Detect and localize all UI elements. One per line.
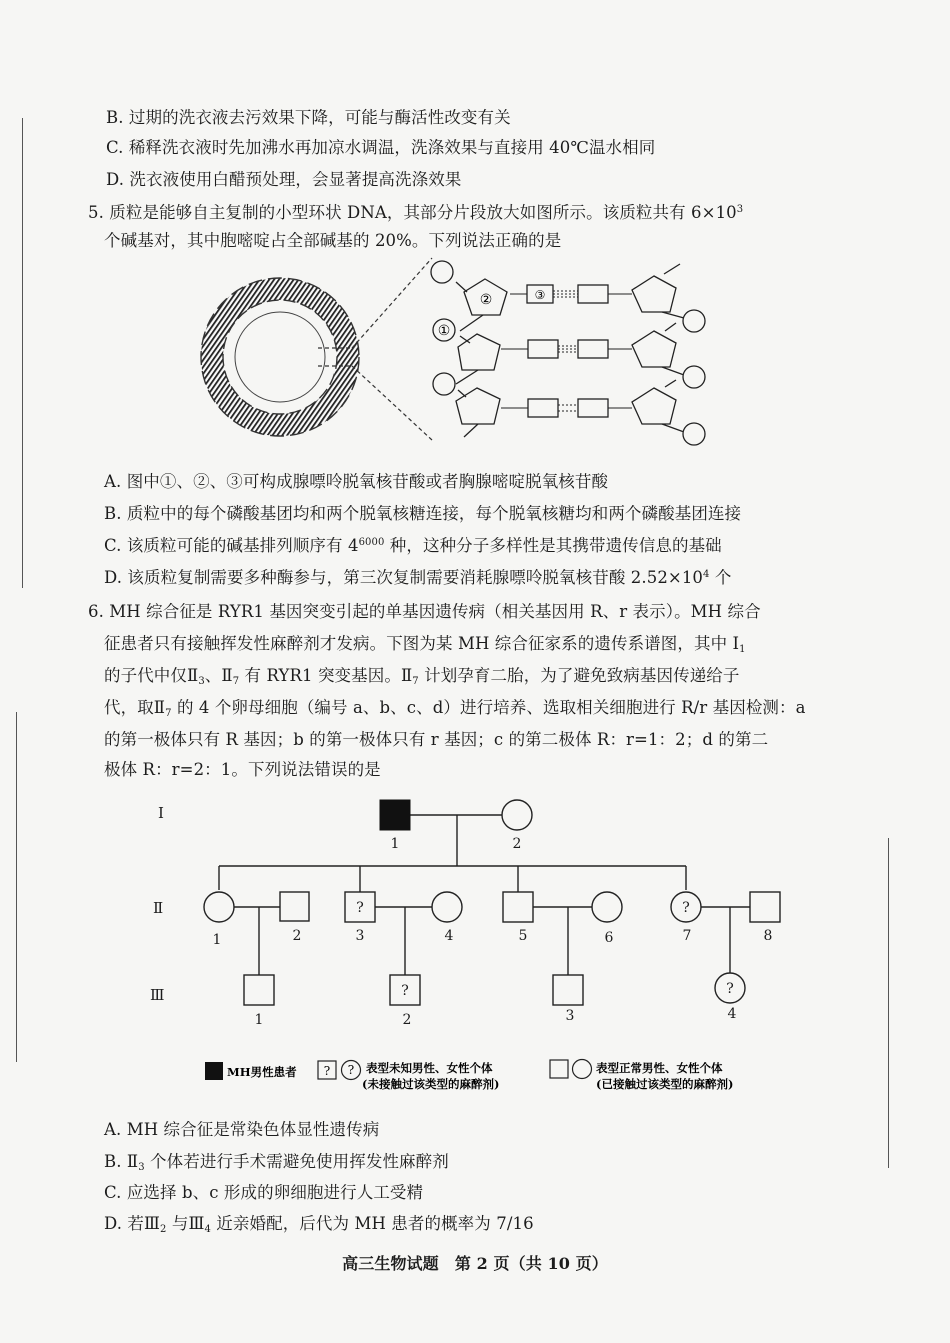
legend-normal-note: (已接触过该类型的麻醉剂) [596,1077,734,1091]
legend-normal-female [573,1060,592,1079]
II7-question-mark: ? [682,900,690,916]
gen-label-2: Ⅱ [153,899,164,917]
gen-label-1: I [158,804,164,822]
phosphate-circle [683,423,705,445]
plasmid-figure [190,255,730,455]
II2-male [280,892,309,921]
q5-stem-line1: 5. 质粒是能够自主复制的小型环状 DNA，其部分片段放大如图所示。该质粒共有 $6\times 10^3$ [88,203,744,222]
I2-female [502,800,532,830]
label-2: ② [479,292,493,308]
II6-female [592,892,622,922]
phosphate-circle [431,261,453,283]
III-num-4: 4 [727,1006,737,1022]
II5-male [503,892,533,922]
II-num-5: 5 [518,928,528,944]
q6-stem-line1: 6. MH 综合征是 RYR1 基因突变引起的单基因遗传病（相关基因用 R、r 表示）。MH 综合 [88,602,761,621]
III1-male [244,975,274,1005]
II-num-7: 7 [682,928,692,944]
III3-male [553,975,583,1005]
base-box [528,340,558,358]
q5-option-c: C. 该质粒可能的碱基排列顺序有 $4^{6000}$ 种，这种分子多样性是其携带遗传信息的基础 [104,536,722,555]
I-num-2: 2 [512,836,522,852]
legend-normal-male [550,1060,568,1078]
legend-patient-label: MH男性患者 [227,1065,297,1079]
q6-option-c: C. 应选择 b、c 形成的卵细胞进行人工受精 [104,1183,424,1202]
phosphate-circle [683,366,705,388]
legend-q2: ? [347,1063,355,1077]
label-1: ① [437,323,451,339]
III-num-2: 2 [402,1012,412,1028]
I1-affected-male [380,800,410,830]
III-num-1: 1 [254,1012,264,1028]
q6-stem-line2: 征患者只有接触挥发性麻醉剂才发病。下图为某 MH 综合征家系的遗传系谱图，其中 $I_1$ [104,634,746,655]
q6-option-d: D. 若$Ⅲ_2$ 与$Ⅲ_4$ 近亲婚配，后代为 MH 患者的概率为 7/16 [104,1214,534,1235]
II-num-1: 1 [212,932,222,948]
q6-stem-line4: 代，取$Ⅱ_7$ 的 4 个卵母细胞（编号 a、b、c、d）进行培养、选取相关细胞进行 R/r 基因检测：a [104,698,806,719]
II1-female [204,892,234,922]
base-box [528,399,558,417]
left-margin-rule-top [22,118,23,588]
pedigree-legend [200,1055,800,1095]
III2-question-mark: ? [401,983,409,999]
q4-option-c: C. 稀释洗衣液时先加沸水再加凉水调温，洗涤效果与直接用 40℃温水相同 [106,138,656,157]
label-3: ③ [534,288,546,302]
base-box [578,340,608,358]
q4-option-d: D. 洗衣液使用白醋预处理，会显著提高洗涤效果 [106,170,462,189]
q5-stem-line2: 个碱基对，其中胞嘧啶占全部碱基的 20%。下列说法正确的是 [104,231,562,250]
II-num-3: 3 [355,928,365,944]
right-margin-rule [888,838,889,1168]
hydrogen-bonds [501,291,632,411]
left-margin-rule-bottom [16,712,17,1062]
right-strand [632,264,684,432]
legend-patient-square [205,1062,223,1080]
I-num-1: 1 [390,836,400,852]
q6-stem-line6: 极体 R：r=2：1。下列说法错误的是 [104,760,381,779]
gen-label-3: Ⅲ [150,986,165,1004]
pedigree-chart [140,790,800,1030]
base-box [578,399,608,417]
q5-option-d: D. 该质粒复制需要多种酶参与，第三次复制需要消耗腺嘌呤脱氧核苷酸 $2.52\times 10^4$ 个 [104,568,732,587]
base-box [578,285,608,303]
II-num-2: 2 [292,928,302,944]
q6-stem-line3: 的子代中仅$Ⅱ_3$、$Ⅱ_7$ 有 RYR1 突变基因。$Ⅱ_7$ 计划孕育二胎，为了避免致病基因传递给子 [104,666,740,687]
page-footer: 高三生物试题 第 2 页（共 10 页） [342,1254,608,1273]
legend-unknown-note: (未接触过该类型的麻醉剂) [362,1077,500,1091]
q6-option-b: B. $Ⅱ_3$ 个体若进行手术需避免使用挥发性麻醉剂 [104,1152,449,1173]
legend-unknown-label: 表型未知男性、女性个体 [366,1061,493,1075]
phosphate-circle [683,310,705,332]
legend-normal-label: 表型正常男性、女性个体 [596,1061,723,1075]
II-num-8: 8 [763,928,773,944]
q5-option-b: B. 质粒中的每个磷酸基团均和两个脱氧核糖连接，每个脱氧核糖均和两个磷酸基团连接 [104,504,742,523]
II4-female [432,892,462,922]
legend-q1: ? [323,1064,331,1078]
II3-question-mark: ? [356,900,364,916]
plasmid-ring [201,278,359,436]
q6-option-a: A. MH 综合征是常染色体显性遗传病 [104,1120,380,1139]
II-num-4: 4 [444,928,454,944]
III4-question-mark: ? [726,981,734,997]
II8-male [750,892,780,922]
II-num-6: 6 [604,930,614,946]
phosphate-circle [433,373,455,395]
III-num-3: 3 [565,1008,575,1024]
q5-option-a: A. 图中①、②、③可构成腺嘌呤脱氧核苷酸或者胸腺嘧啶脱氧核苷酸 [104,472,609,491]
q4-option-b: B. 过期的洗衣液去污效果下降，可能与酶活性改变有关 [106,108,511,127]
q6-stem-line5: 的第一极体只有 R 基因；b 的第一极体只有 r 基因；c 的第二极体 R：r=1：2；d 的第二 [104,730,769,749]
